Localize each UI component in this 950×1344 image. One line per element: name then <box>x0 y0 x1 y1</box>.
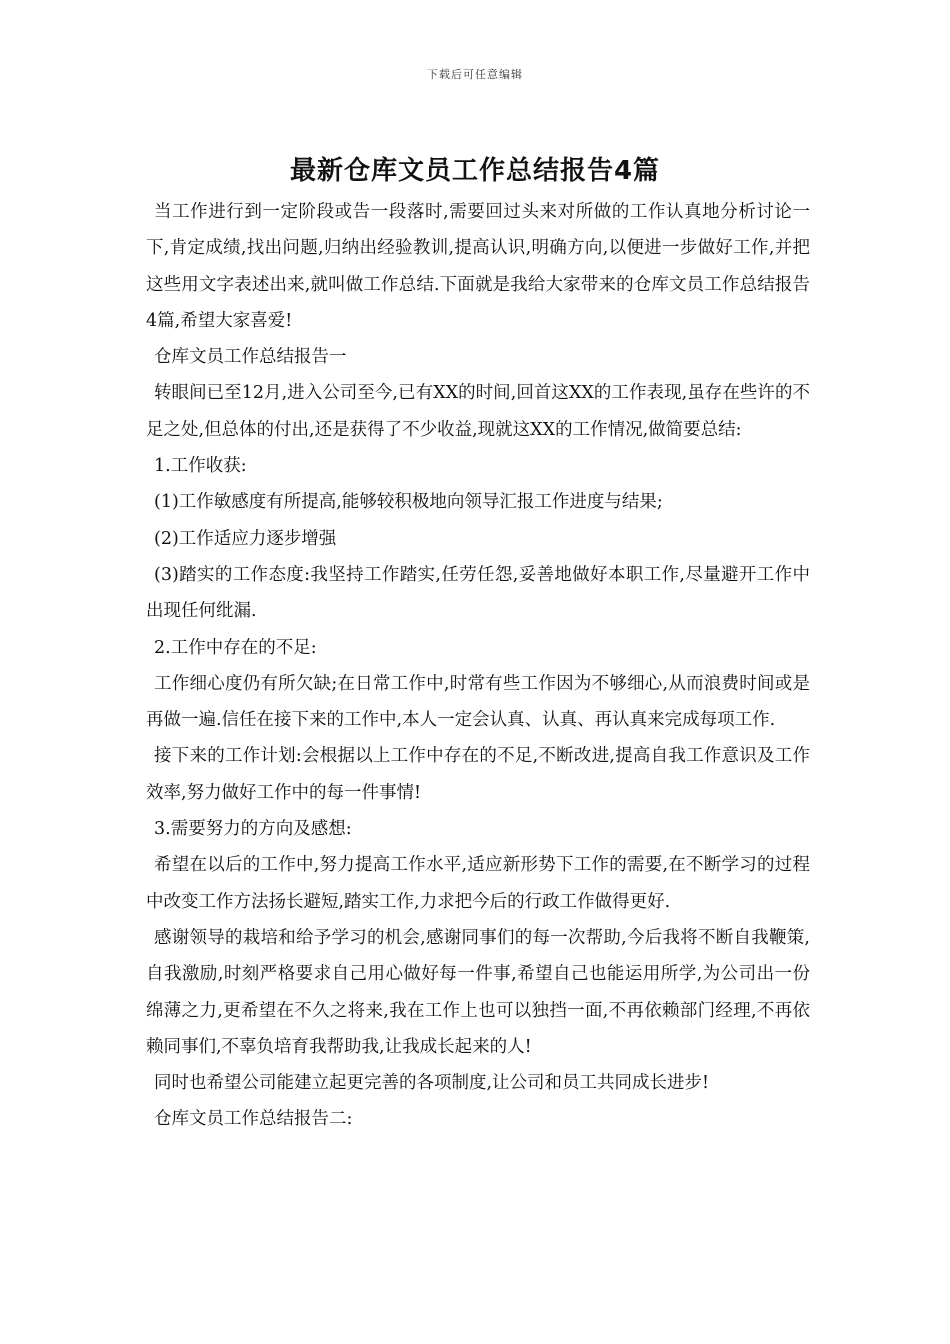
list-item-gain-2: (2)工作适应力逐步增强 <box>154 528 337 549</box>
document-title: 最新仓库文员工作总结报告4篇 <box>289 156 661 186</box>
list-item-gain-3: (3)踏实的工作态度:我坚持工作踏实,任劳任怨,妥善地做好本职工作,尽量避开工作中出现任何纰漏. <box>146 564 810 622</box>
section-heading-report-two: 仓库文员工作总结报告二: <box>154 1109 353 1130</box>
paragraph-overview: 转眼间已至12月,进入公司至今,已有XX的时间,回首这XX的工作表现,虽存在些许的不足之处,但总体的付出,还是获得了不少收益,现就这XX的工作情况,做简要总结: <box>146 383 810 440</box>
list-heading-shortcomings: 2.工作中存在的不足: <box>154 637 317 658</box>
intro-paragraph: 当工作进行到一定阶段或告一段落时,需要回过头来对所做的工作认真地分析讨论一下,肯定成绩,找出问题,归纳出经验教训,提高认识,明确方向,以便进一步做好工作,并把这些用文字表述出来,就叫做工作总结.下面就是我给大家带来的仓库文员工作总结报告4篇,希望大家喜爱! <box>146 202 810 331</box>
paragraph-shortcomings: 工作细心度仍有所欠缺;在日常工作中,时常有些工作因为不够细心,从而浪费时间或是再做一遍.信任在接下来的工作中,本人一定会认真、认真、再认真来完成每项工作. <box>146 673 810 731</box>
list-heading-direction: 3.需要努力的方向及感想: <box>154 819 352 840</box>
section-heading-report-one: 仓库文员工作总结报告一 <box>154 347 347 368</box>
paragraph-thanks: 感谢领导的栽培和给予学习的机会,感谢同事们的每一次帮助,今后我将不断自我鞭策,自我激励,时刻严格要求自己用心做好每一件事,希望自己也能运用所学,为公司出一份绵薄之力,更希望在不久之将来,我在工作上也可以独挡一面,不再依赖部门经理,不再依赖同事们,不辜负培育我帮助我,让我成长起来的人! <box>146 927 810 1057</box>
paragraph-direction: 希望在以后的工作中,努力提高工作水平,适应新形势下工作的需要,在不断学习的过程中改变工作方法扬长避短,踏实工作,力求把今后的行政工作做得更好. <box>146 855 810 912</box>
document-body <box>146 194 810 1138</box>
paragraph-hope: 同时也希望公司能建立起更完善的各项制度,让公司和员工共同成长进步! <box>154 1073 710 1094</box>
list-heading-gains: 1.工作收获: <box>154 456 247 477</box>
paragraph-next-plan: 接下来的工作计划:会根据以上工作中存在的不足,不断改进,提高自我工作意识及工作效率,努力做好工作中的每一件事情! <box>146 746 810 803</box>
list-item-gain-1: (1)工作敏感度有所提高,能够较积极地向领导汇报工作进度与结果; <box>154 492 663 513</box>
header-note: 下载后可任意编辑 <box>427 68 523 81</box>
